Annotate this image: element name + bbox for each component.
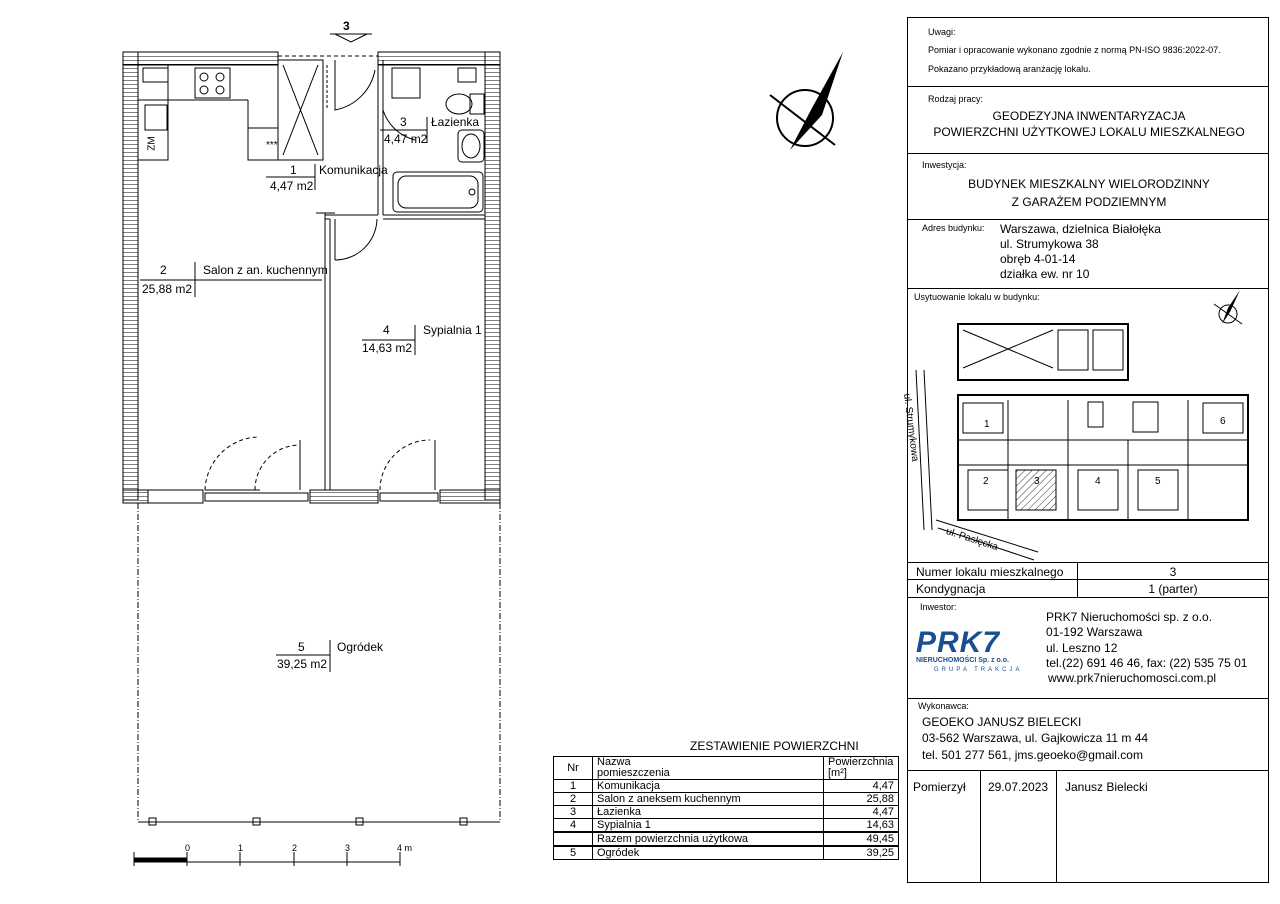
room-area-1: 4,47 m2	[270, 179, 314, 193]
divider	[908, 288, 1268, 289]
summary-cell-name: Sypialnia 1	[593, 819, 824, 833]
inwestor-line3: ul. Leszno 12	[1046, 641, 1118, 655]
divider	[908, 579, 1268, 580]
room-name-3: Łazienka	[431, 115, 480, 129]
summary-header-row	[554, 757, 899, 780]
divider	[1056, 770, 1057, 883]
hob-label: ***	[266, 140, 278, 151]
inwestor-line1: PRK7 Nieruchomości sp. z o.o.	[1046, 610, 1213, 624]
section-marker	[330, 34, 372, 42]
divider	[908, 153, 1268, 154]
room-name-4: Sypialnia 1	[423, 323, 482, 337]
street-paslecka: ul. Pasłęcka	[944, 526, 1000, 554]
summary-header-area	[824, 757, 899, 780]
summary-header-name-2: pomieszczenia	[597, 767, 670, 779]
summary-total-row	[554, 832, 899, 846]
rodzaj-label: Rodzaj pracy:	[928, 94, 984, 104]
rodzaj-line2: POWIERZCHNI UŻYTKOWEJ LOKALU MIESZKALNEGO	[933, 125, 1245, 139]
prk7-logo	[916, 626, 1041, 674]
summary-cell-nr: 3	[554, 806, 593, 819]
kitchen-appliances	[143, 68, 278, 160]
section-marker-label: 3	[343, 19, 350, 33]
summary-header-name	[593, 757, 824, 780]
scale-tick-4: 4 m	[397, 843, 413, 853]
inwestycja-line2: Z GARAŻEM PODZIEMNYM	[1011, 195, 1167, 209]
summary-cell-area: 14,63	[824, 819, 899, 833]
unit-3: 3	[1034, 476, 1040, 487]
summary-cell-area: 25,88	[824, 793, 899, 806]
kondygnacja-value: 1 (parter)	[1148, 582, 1198, 596]
summary-total-name: Razem powierzchnia użytkowa	[593, 832, 824, 846]
scale-tick-0: 0	[185, 843, 191, 853]
summary-cell-name: Salon z aneksem kuchennym	[593, 793, 824, 806]
divider	[1077, 562, 1078, 597]
divider	[908, 770, 1268, 771]
adres-line4: działka ew. nr 10	[1000, 267, 1090, 281]
summary-header-area-2: [m²]	[828, 767, 847, 779]
scale-tick-2: 2	[292, 843, 298, 853]
logo-sub2: GRUPA TRAKCJA	[934, 667, 1023, 673]
summary-title: ZESTAWIENIE POWIERZCHNI	[690, 739, 859, 753]
bedroom-door	[335, 219, 377, 260]
adres-label: Adres budynku:	[922, 223, 985, 233]
summary-cell-nr: 1	[554, 780, 593, 793]
summary-header-area-1: Powierzchnia	[828, 756, 894, 768]
kondygnacja-label: Kondygnacja	[916, 582, 986, 596]
summary-total-area: 49,45	[824, 832, 899, 846]
rodzaj-line1: GEODEZYJNA INWENTARYZACJA	[992, 109, 1186, 123]
table-row	[554, 819, 899, 833]
unit-4: 4	[1095, 476, 1101, 487]
inwestor-line5: www.prk7nieruchomosci.com.pl	[1048, 671, 1217, 685]
street-strumykowa: ul. Strumykowa	[901, 393, 921, 463]
room-name-5: Ogródek	[337, 640, 384, 654]
title-block	[901, 17, 1269, 883]
entry-door	[278, 56, 378, 160]
summary-cell-area: 39,25	[824, 846, 899, 860]
room-nr-2: 2	[160, 263, 167, 277]
divider	[908, 597, 1268, 598]
location-map	[908, 290, 1268, 562]
pomierzyl-date: 29.07.2023	[988, 780, 1049, 794]
unit-5: 5	[1155, 476, 1161, 487]
summary-cell-nr: 2	[554, 793, 593, 806]
pomierzyl-name: Janusz Bielecki	[1065, 780, 1148, 794]
adres-line3: obręb 4-01-14	[1000, 252, 1076, 266]
table-row	[554, 806, 899, 819]
scale-tick-1: 1	[238, 843, 244, 853]
summary-cell-area: 4,47	[824, 806, 899, 819]
numer-lokalu-label: Numer lokalu mieszkalnego	[916, 565, 1064, 579]
room-nr-3: 3	[400, 115, 407, 129]
inwestycja-label: Inwestycja:	[922, 160, 967, 170]
table-row	[554, 793, 899, 806]
divider	[908, 86, 1268, 87]
divider	[908, 698, 1268, 699]
room-leaders	[140, 117, 427, 672]
inwestor-label: Inwestor:	[920, 602, 957, 612]
north-arrow-icon	[770, 52, 843, 150]
uwagi-line2: Pokazano przykładową aranżację lokalu.	[928, 64, 1091, 74]
room-area-3: 4,47 m2	[384, 132, 428, 146]
room-nr-5: 5	[298, 640, 305, 654]
wykonawca-line2: 03-562 Warszawa, ul. Gajkowicza 11 m 44	[922, 731, 1149, 745]
unit-2: 2	[983, 476, 989, 487]
usytuowanie-label: Usytuowanie lokalu w budynku:	[914, 292, 1040, 302]
divider	[908, 562, 1268, 563]
room-area-2: 25,88 m2	[142, 282, 193, 296]
wykonawca-label: Wykonawca:	[918, 701, 969, 711]
room-name-2: Salon z an. kuchennym	[203, 263, 328, 277]
room-name-1: Komunikacja	[319, 163, 388, 177]
inwestycja-line1: BUDYNEK MIESZKALNY WIELORODZINNY	[968, 177, 1210, 191]
logo-main: PRK7	[916, 626, 1001, 659]
fridge-label: ZM	[146, 136, 158, 151]
scale-tick-3: 3	[345, 843, 351, 853]
uwagi-label: Uwagi:	[928, 27, 956, 37]
room-nr-4: 4	[383, 323, 390, 337]
divider	[908, 219, 1268, 220]
unit-1: 1	[984, 419, 990, 430]
inwestor-line4: tel.(22) 691 46 46, fax: (22) 535 75 01	[1046, 656, 1248, 670]
wykonawca-line1: GEOEKO JANUSZ BIELECKI	[922, 715, 1082, 729]
adres-line1: Warszawa, dzielnica Białołęka	[1000, 222, 1161, 236]
wykonawca-line3: tel. 501 277 561, jms.geoeko@gmail.com	[922, 748, 1143, 762]
summary-header-name-1: Nazwa	[597, 756, 631, 768]
logo-sub: NIERUCHOMOŚCI Sp. z o.o.	[916, 657, 1009, 664]
summary-cell-nr: 4	[554, 819, 593, 833]
room-nr-1: 1	[290, 163, 297, 177]
scale-bar	[134, 852, 400, 866]
summary-header-nr: Nr	[554, 757, 593, 780]
summary-cell-area: 4,47	[824, 780, 899, 793]
pomierzyl-label: Pomierzył	[913, 780, 966, 794]
summary-cell-name: Ogródek	[593, 846, 824, 860]
summary-cell-name: Komunikacja	[593, 780, 824, 793]
summary-cell-nr: 5	[554, 846, 593, 860]
adres-line2: ul. Strumykowa 38	[1000, 237, 1099, 251]
table-row	[554, 846, 899, 860]
summary-cell-name: Łazienka	[593, 806, 824, 819]
uwagi-line1: Pomiar i opracowanie wykonano zgodnie z normą PN-ISO 9836:2022-07.	[928, 45, 1221, 55]
summary-table	[553, 756, 899, 860]
summary-total-blank	[554, 832, 593, 846]
inwestor-line2: 01-192 Warszawa	[1046, 625, 1143, 639]
balcony-doors	[205, 437, 435, 490]
divider	[980, 770, 981, 883]
room-area-5: 39,25 m2	[277, 657, 328, 671]
numer-lokalu-value: 3	[1169, 565, 1177, 579]
table-row	[554, 780, 899, 793]
room-area-4: 14,63 m2	[362, 341, 413, 355]
unit-6: 6	[1220, 416, 1226, 427]
